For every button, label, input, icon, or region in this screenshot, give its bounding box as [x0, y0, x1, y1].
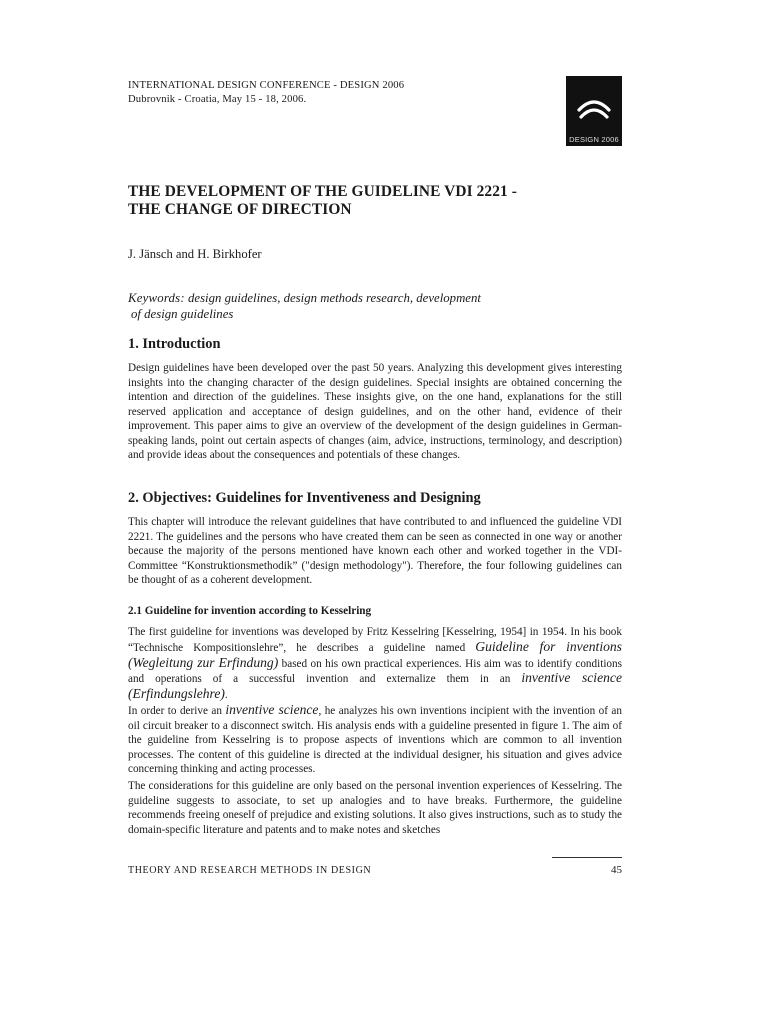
paper-title	[128, 183, 548, 219]
keywords	[128, 290, 528, 322]
authors: J. Jänsch and H. Birkhofer	[128, 247, 262, 261]
section-2-1-paragraph-1: The first guideline for inventions was developed by Fritz Kesselring [Kesselring, 1954] in 1954. In his book “Technische Kompositionslehre”, he describes a guideline named Guideline for inventions (Wegleitung zur Erfindung) based on his own practical experiences. His aim was to identify conditions and operations of a successful invention and externalize them in an inventive science (Erfindungslehre).	[128, 626, 622, 702]
arch-icon	[566, 76, 622, 134]
keywords-line-2: of design guidelines	[131, 307, 234, 321]
section-1-text: Design guidelines have been developed over the past 50 years. Analyzing this development gives interesting insights into the changing character of the design guidelines. Special insights are obtained concerning the intention and direction of the guidelines. These insights give, on the one hand, explanations for the still reserved application and acceptance of design guidelines, and on the other hand, evidence of their improvement. This paper aims to give an overview of the development of the design guidelines in German-speaking lands, point out certain aspects of changes (aim, advice, instructions, terminology, and description) and provide ideas about the consequences and potentials of these changes.	[128, 362, 622, 461]
section-2-1-heading: 2.1 Guideline for invention according to Kesselring	[128, 605, 372, 617]
conference-name: INTERNATIONAL DESIGN CONFERENCE - DESIGN 2006	[128, 80, 405, 91]
inventive-science-term-2: inventive science	[225, 702, 319, 717]
conference-location-date: Dubrovnik - Croatia, May 15 - 18, 2006.	[128, 94, 307, 105]
page-number: 45	[611, 864, 622, 876]
footer-rule	[552, 857, 622, 858]
section-2-heading: 2. Objectives: Guidelines for Inventiveness and Designing	[128, 490, 481, 506]
section-2-1-paragraph-3: The considerations for this guideline are only based on the personal invention experiences of Kesselring. The guideline suggests to associate, to set up analogies and to have breaks. Furthermore, the guideline recommends freeing oneself of prejudice and existing solutions. It also gives instructions, such as to study the domain-specific literature and patents and to make notes and sketches	[128, 780, 622, 836]
section-1-heading: 1. Introduction	[128, 336, 221, 352]
inventive-science-term: inventive science (Erfindungslehre)	[128, 670, 622, 702]
section-2-1-paragraph-2: In order to derive an inventive science, he analyzes his own inventions incipient with the invention of an oil circuit breaker to a disconnect switch. His analysis ends with a guideline presented in figure 1. The aim of the guideline from Kesselring is to propose aspects of inventions which are common to all invention processes. The content of this guideline is directed at the individual designer, his situation and gives advice concerning thinking and acting processes.	[128, 702, 622, 775]
title-line-1: THE DEVELOPMENT OF THE GUIDELINE VDI 2221 -	[128, 183, 517, 200]
keywords-line-1: design guidelines, design methods research, development	[187, 291, 481, 305]
keywords-label: Keywords:	[128, 291, 185, 305]
section-2-text: This chapter will introduce the relevant guidelines that have contributed to and influenced the guideline VDI 2221. The guidelines and the persons who have created them can be seen as connected in one way or another because the majority of the persons mentioned have known each other and worked together in the VDI-Committee “Konstruktionsmethodik” ("design methodology"). Therefore, the four following guidelines can be thought of as a coherent development.	[128, 516, 622, 586]
guideline-for-inventions-term: Guideline for inventions (Wegleitung zur Erfindung)	[128, 638, 622, 670]
logo-caption: DESIGN 2006	[569, 135, 619, 144]
title-line-2: THE CHANGE OF DIRECTION	[128, 201, 352, 218]
footer-track-title: THEORY AND RESEARCH METHODS IN DESIGN	[128, 865, 372, 876]
